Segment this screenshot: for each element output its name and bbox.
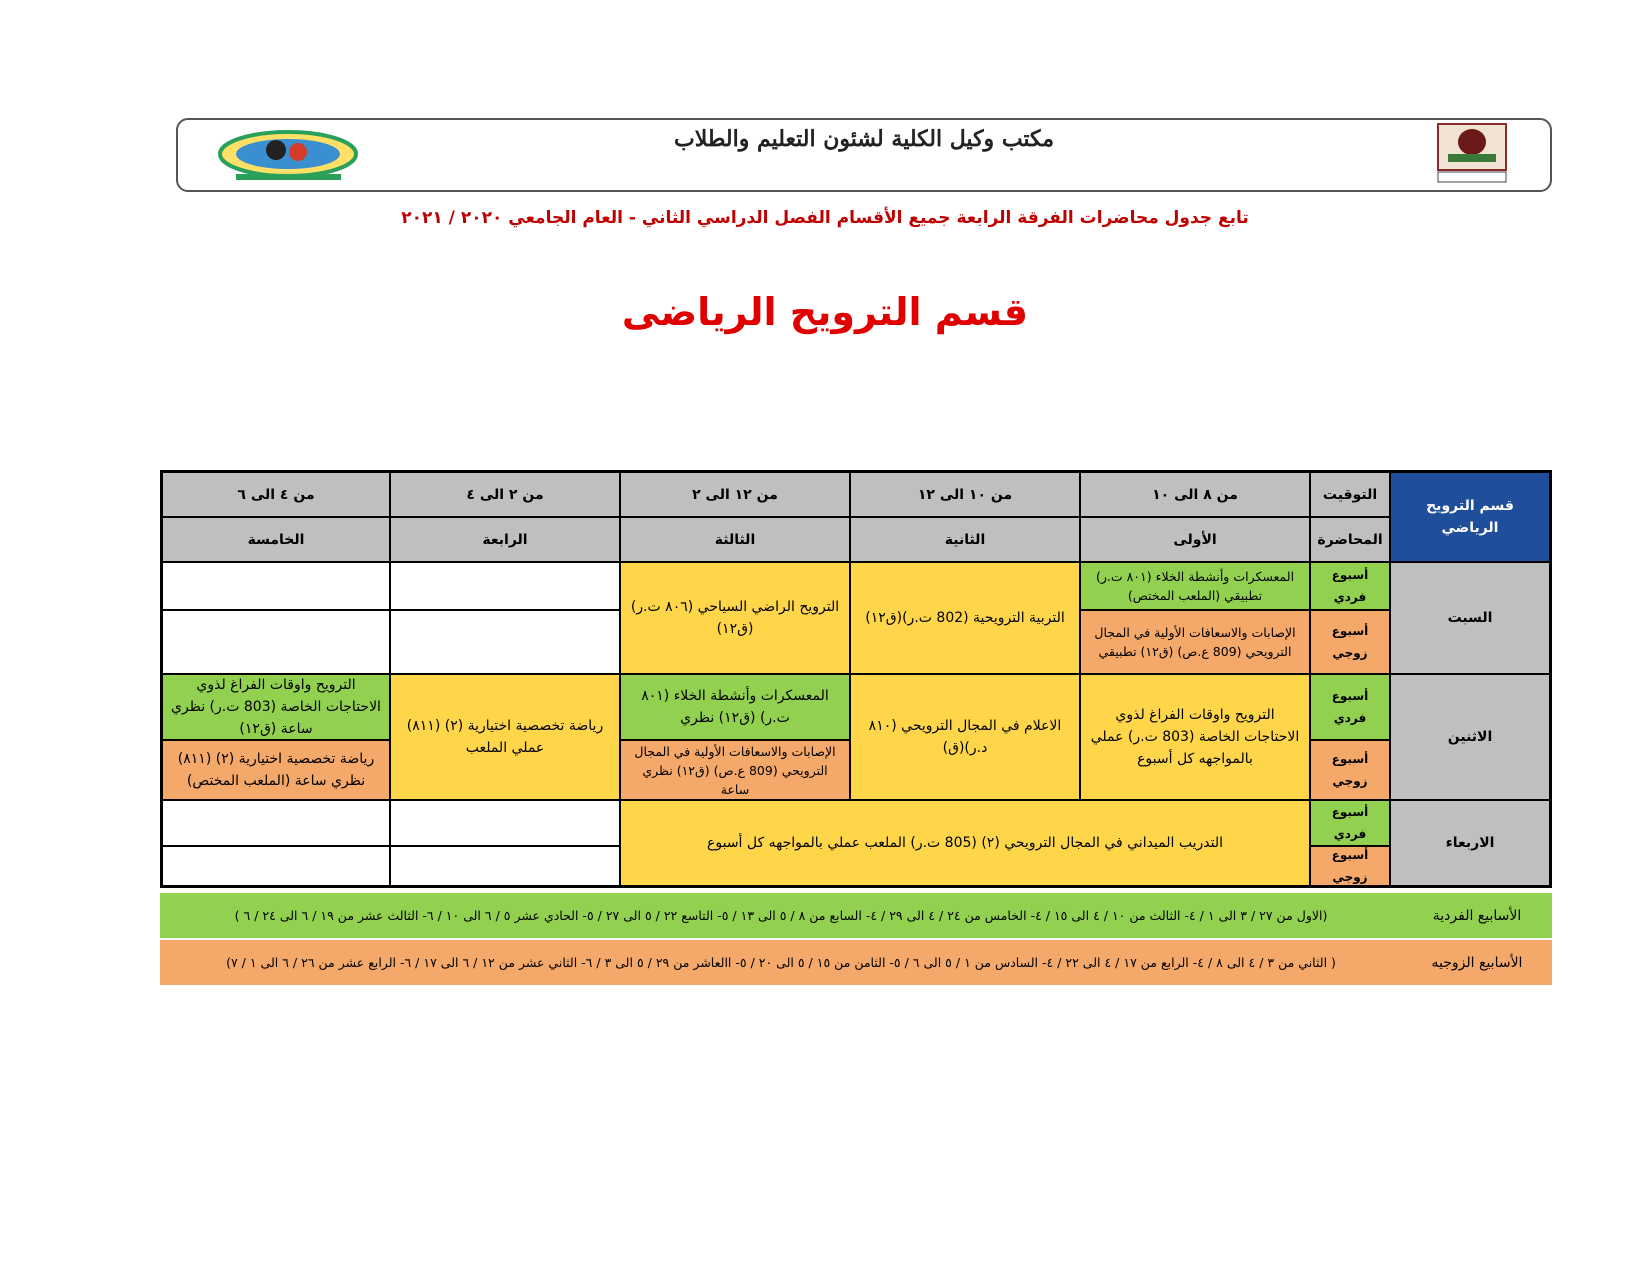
office-title: مكتب وكيل الكلية لشئون التعليم والطلاب: [674, 126, 1054, 152]
even-weeks-text: ( الثاني من ٣ / ٤ الى ٨ / ٤- الرابع من ١٧ / ٤ الى ٢٢ / ٤- السادس من ١ / ٥ الى ٦ / ٥- الثامن من ١٥ / ٥ الى ٢٠ / ٥- االعاشر من ٢٩ / ٥ الى ٣ / ٦- الثاني عشر من ١٢ / ٦ الى ١٧ / ٦- الرابع عشر من ٢٦ / ٦ الى ١ / ٧): [226, 955, 1336, 970]
sat-lecture-1-even: الإصابات والاسعافات الأولية في المجال الترويحي (809 ع.ص) (ق١٢) تطبيقي: [1080, 610, 1310, 674]
sat-lecture-5-odd: [162, 562, 390, 610]
wed-odd-week: أسبوع فردي: [1310, 800, 1390, 846]
mon-lecture-5-odd: الترويح واوقات الفراغ لذوي الاحتاجات الخاصة (803 ت.ر) نظري ساعة (ق١٢): [162, 674, 390, 740]
lecture-1: الأولى: [1080, 517, 1310, 562]
sat-lecture-2: التربية الترويحية (802 ت.ر)(ق١٢): [850, 562, 1080, 674]
lecture-3: الثالثة: [620, 517, 850, 562]
mon-lecture-2: الاعلام في المجال الترويحي (٨١٠ د.ر)(ق): [850, 674, 1080, 800]
wed-lecture-5-even: [162, 846, 390, 886]
even-weeks-label: الأسابيع الزوجيه: [1431, 954, 1523, 971]
sat-lecture-4-even: [390, 610, 620, 674]
wed-even-week: أسبوع زوجي: [1310, 846, 1390, 886]
schedule-subtitle: تابع جدول محاضرات الفرقة الرابعة جميع الأقسام الفصل الدراسي الثاني - العام الجامعي ٢٠٢٠ / ٢٠٢١: [401, 208, 1249, 228]
day-monday: الاثنين: [1390, 674, 1550, 800]
time-slot-5: من ٤ الى ٦: [162, 472, 390, 517]
timetable: [160, 470, 1552, 888]
even-weeks-band: [160, 940, 1552, 985]
lecture-label: المحاضرة: [1310, 517, 1390, 562]
mon-odd-week: أسبوع فردي: [1310, 674, 1390, 740]
wed-lecture-4-odd: [390, 800, 620, 846]
time-slot-3: من ١٢ الى ٢: [620, 472, 850, 517]
mon-lecture-3-odd: المعسكرات وأنشطة الخلاء (٨٠١ ت.ر) (ق١٢) نظري: [620, 674, 850, 740]
timing-label: التوقيت: [1310, 472, 1390, 517]
lecture-5: الخامسة: [162, 517, 390, 562]
mon-lecture-1: الترويح واوقات الفراغ لذوي الاحتاجات الخاصة (803 ت.ر) عملي بالمواجهه كل أسبوع: [1080, 674, 1310, 800]
mon-lecture-5-even: رياضة تخصصية اختيارية (٢) (٨١١) نظري ساعة (الملعب المختص): [162, 740, 390, 800]
odd-weeks-band: [160, 893, 1552, 938]
sat-odd-week: أسبوع فردي: [1310, 562, 1390, 610]
sat-lecture-5-even: [162, 610, 390, 674]
day-saturday: السبت: [1390, 562, 1550, 674]
department-title: قسم الترويح الرياضى: [621, 290, 1029, 334]
dept-label-cell: قسم الترويح الرياضي: [1390, 472, 1550, 562]
mon-lecture-4: رياضة تخصصية اختيارية (٢) (٨١١) عملي الملعب: [390, 674, 620, 800]
wed-lecture-1-3: التدريب الميداني في المجال الترويحي (٢) (805 ت.ر) الملعب عملي بالمواجهه كل أسبوع: [620, 800, 1310, 886]
mon-even-week: أسبوع زوجي: [1310, 740, 1390, 800]
sat-even-week: أسبوع زوجي: [1310, 610, 1390, 674]
sat-lecture-4-odd: [390, 562, 620, 610]
lecture-4: الرابعة: [390, 517, 620, 562]
odd-weeks-label: الأسابيع الفردية: [1432, 907, 1522, 924]
sat-lecture-1-odd: المعسكرات وأنشطة الخلاء (٨٠١ ت.ر) تطبيقي (الملعب المختص): [1080, 562, 1310, 610]
time-slot-4: من ٢ الى ٤: [390, 472, 620, 517]
day-wednesday: الاربعاء: [1390, 800, 1550, 886]
time-slot-2: من ١٠ الى ١٢: [850, 472, 1080, 517]
wed-lecture-5-odd: [162, 800, 390, 846]
wed-lecture-4-even: [390, 846, 620, 886]
time-slot-1: من ٨ الى ١٠: [1080, 472, 1310, 517]
sat-lecture-3: الترويح الراضي السياحي (٨٠٦ ت.ر)(ق١٢): [620, 562, 850, 674]
odd-weeks-text: (الاول من ٢٧ / ٣ الى ١ / ٤- الثالث من ١٠ / ٤ الى ١٥ / ٤- الخامس من ٢٤ / ٤ الى ٢٩ / ٤- السابع من ٨ / ٥ الى ١٣ / ٥- التاسع ٢٢ / ٥ الى ٢٧ / ٥- الحادي عشر ٥ / ٦ الى ١٠ / ٦- الثالث عشر من ١٩ / ٦ الى ٢٤ / ٦ ): [234, 908, 1328, 923]
lecture-2: الثانية: [850, 517, 1080, 562]
office-header: [176, 118, 1552, 192]
faculty-logo-icon: [1434, 122, 1510, 184]
mon-lecture-3-even: الإصابات والاسعافات الأولية في المجال الترويحي (809 ع.ص) (ق١٢) نظري ساعة: [620, 740, 850, 800]
